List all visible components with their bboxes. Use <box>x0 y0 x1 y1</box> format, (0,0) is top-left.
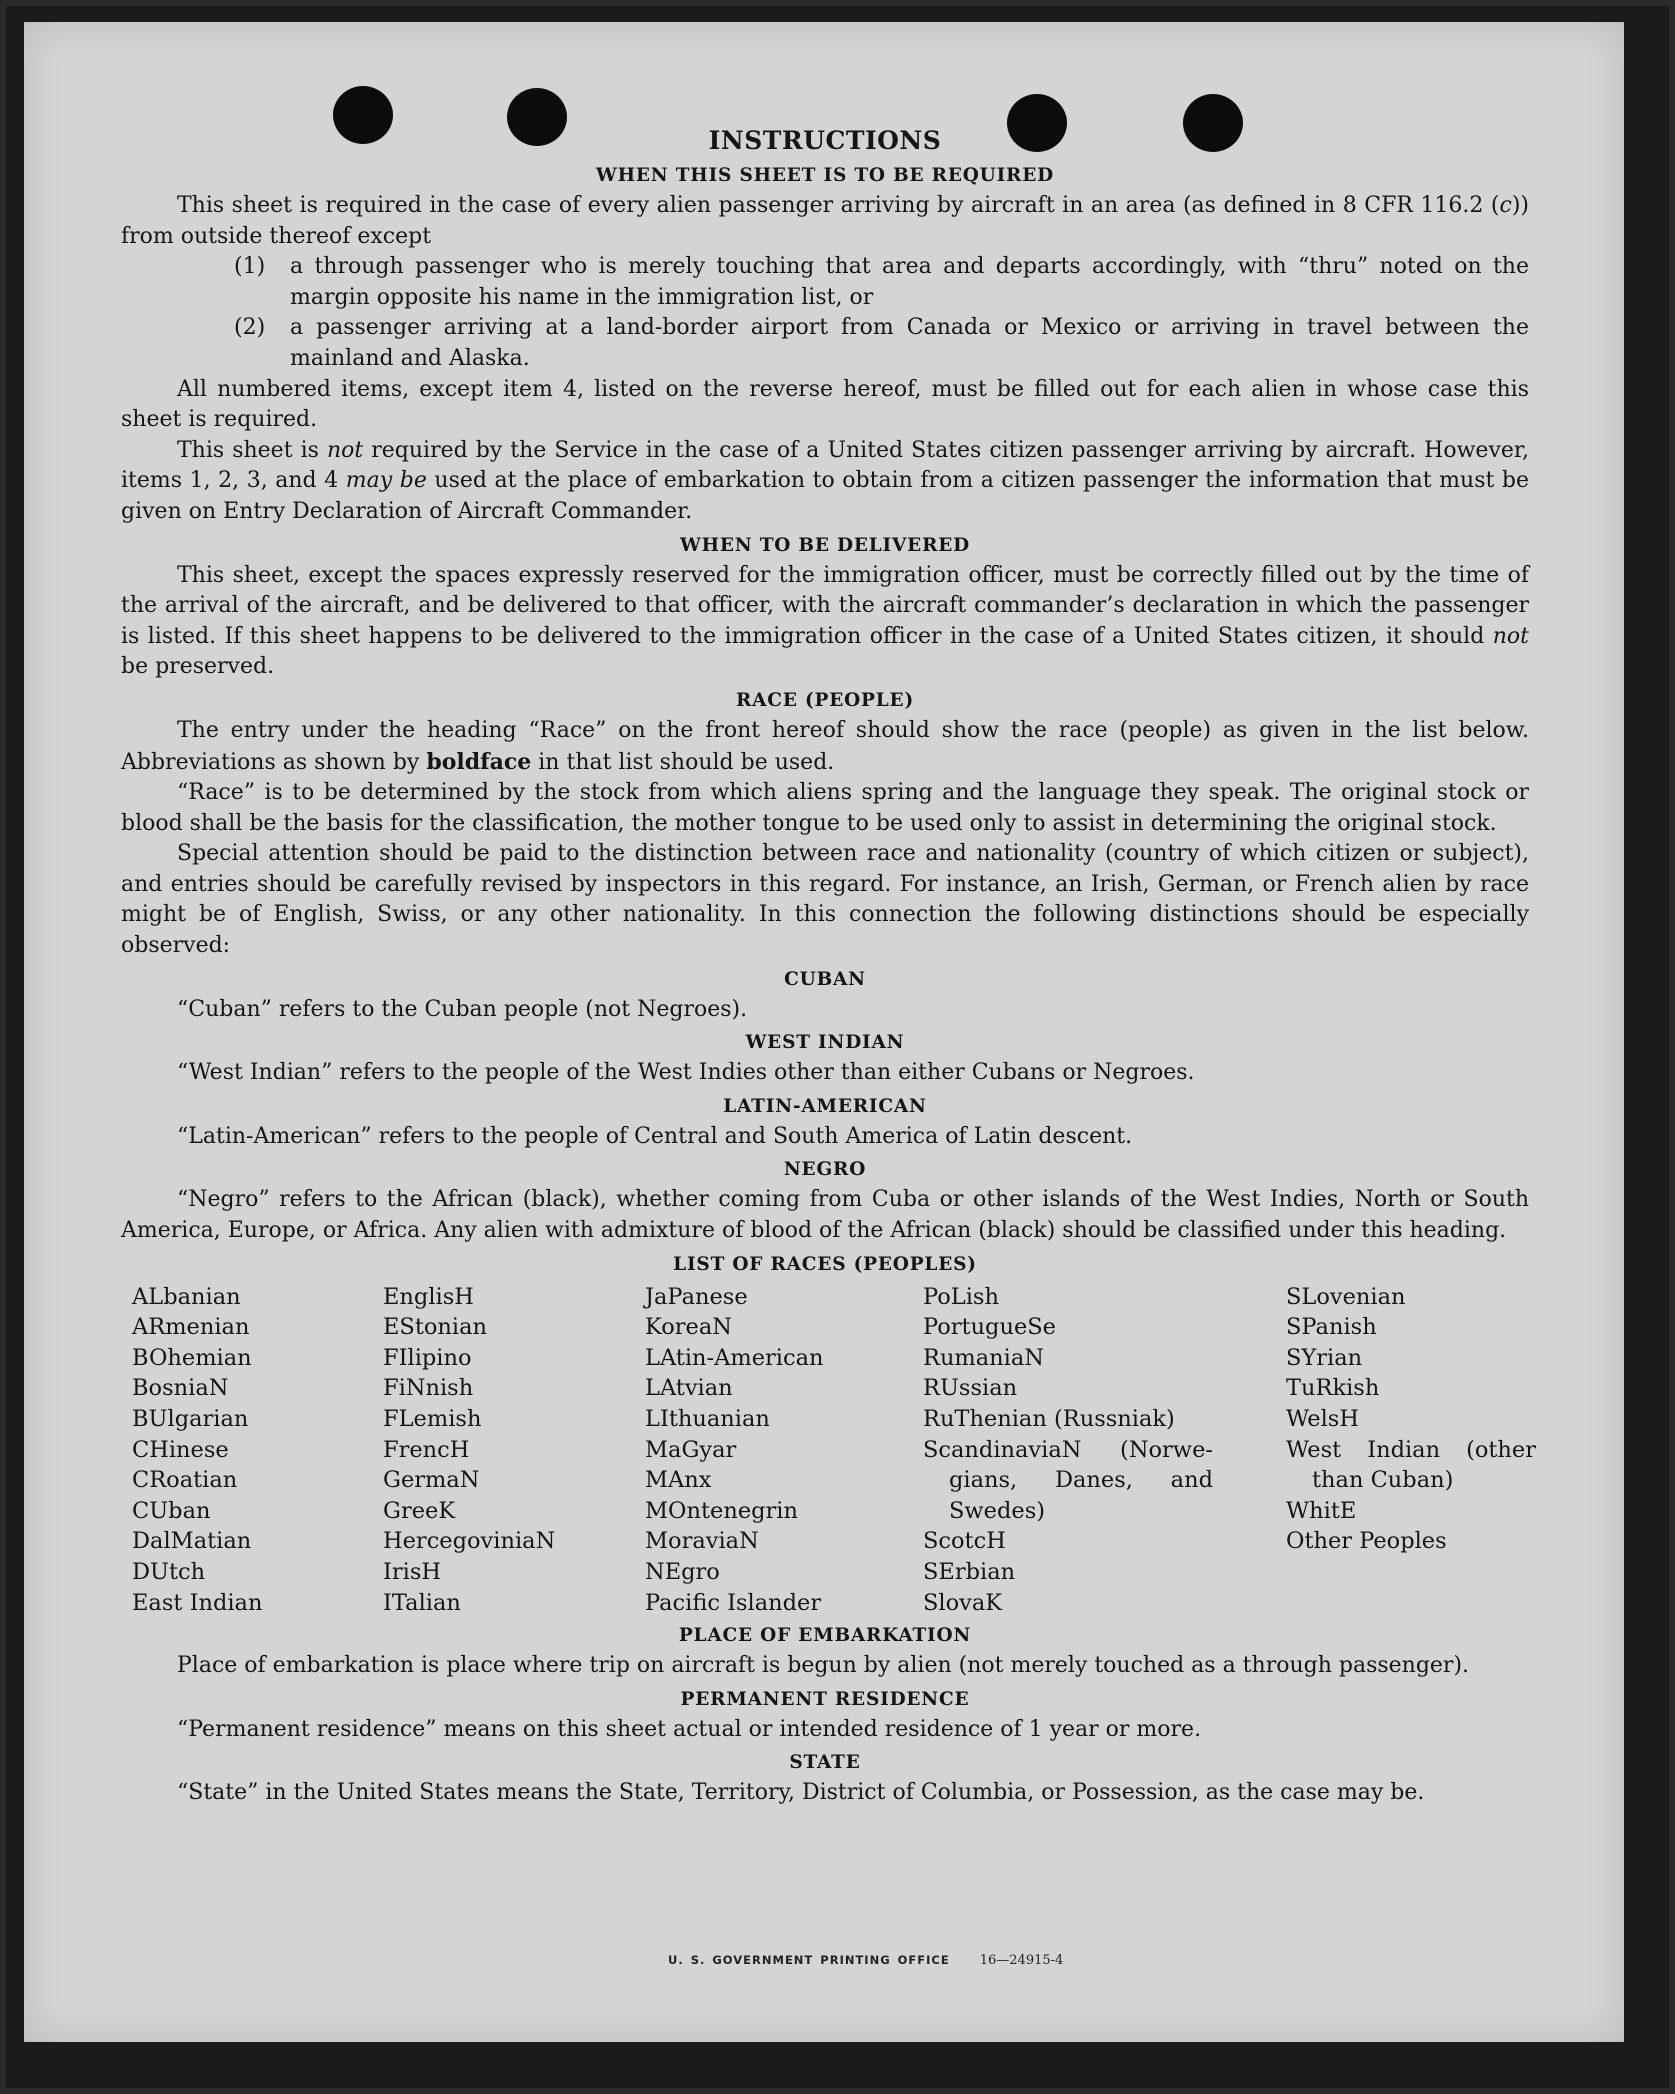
item-text <box>290 313 1529 374</box>
italic-text: c <box>1499 193 1512 218</box>
page-title: INSTRUCTIONS <box>708 126 942 155</box>
text-segment: This sheet, except the spaces expressly reserved for the immigration officer, must be correctly filled out by the time of the arrival of the aircraft, and be delivered to that officer, with the aircraft commander’s declaration in which the passenger is listed. If this sheet happens to be delivered to the immigration officer in the case of a United States citizen, it should <box>121 562 1529 649</box>
text-segment: “West Indian” refers to the people of the West Indies other than either Cubans or Negroes. <box>177 1060 1195 1086</box>
section-heading: PLACE OF EMBARKATION <box>678 1625 972 1647</box>
race-entry: EnglisH <box>383 1283 474 1310</box>
race-entry: DUtch <box>132 1558 206 1585</box>
text-segment: Place of embarkation is place where trip on aircraft is begun by alien (not merely touched as a through passenger). <box>177 1653 1470 1679</box>
race-entry: CUban <box>132 1497 211 1524</box>
race-entry: BOhemian <box>132 1344 252 1371</box>
race-column <box>1286 1282 1536 1619</box>
text-segment: Special attention should be paid to the distinction between race and nationality (country of which citizen or subject), and entries should be carefully revised by inspectors in this regard. For instance, an Irish, German, or French alien by race might be of English, Swiss, or any other nationality. In this connection the following distinctions should be especially observed: <box>121 841 1529 959</box>
race-column <box>383 1282 645 1619</box>
race-entry: MoraviaN <box>645 1528 759 1555</box>
paragraph <box>121 436 1529 528</box>
race-column <box>132 1282 383 1619</box>
section-heading: WHEN TO BE DELIVERED <box>680 534 970 556</box>
section-heading: LIST OF RACES (PEOPLES) <box>673 1253 977 1275</box>
section-heading: WEST INDIAN <box>745 1032 905 1054</box>
race-entry: LAtin-American <box>645 1344 824 1371</box>
race-entry: Pacific Islander <box>645 1589 822 1616</box>
printer-imprint <box>668 1953 1063 1968</box>
race-entry: SYrian <box>1286 1344 1363 1371</box>
text-segment: “Permanent residence” means on this sheet actual or intended residence of 1 year or more. <box>177 1716 1202 1742</box>
text-segment: )) from outside thereof except <box>121 193 1529 249</box>
text-segment: used at the place of embarkation to obtain from a citizen passenger the information that must be given on Entry Declaration of Aircraft Commander. <box>121 468 1529 524</box>
bold-text: boldface <box>426 748 532 775</box>
race-entry: ScandinaviaN (Norwegians, Danes, and Swedes) <box>923 1436 1213 1524</box>
italic-text: not <box>1492 623 1529 649</box>
section-heading: CUBAN <box>784 968 866 990</box>
italic-text: not <box>326 437 364 463</box>
text-segment: required by the Service in the case of a United States citizen passenger arriving by aircraft. However, items 1, 2, 3, and 4 <box>121 437 1529 494</box>
race-entry: Other Peoples <box>1286 1528 1447 1555</box>
paragraph <box>121 1058 1529 1089</box>
numbered-item <box>121 313 1529 374</box>
race-list <box>132 1282 1536 1619</box>
item-number: (2) <box>234 315 266 341</box>
section-heading: RACE (PEOPLE) <box>735 689 915 711</box>
race-entry: LIthuanian <box>645 1406 770 1432</box>
race-entry: FiNnish <box>383 1375 474 1402</box>
form-code: 16—24915-4 <box>979 1953 1064 1968</box>
section-heading: NEGRO <box>783 1159 867 1181</box>
race-entry: RuThenian (Russniak) <box>923 1406 1175 1432</box>
race-entry: PoLish <box>923 1283 999 1310</box>
race-entry: RumaniaN <box>923 1344 1044 1371</box>
race-column <box>645 1282 923 1619</box>
race-entry: ARmenian <box>132 1314 250 1341</box>
section-heading: LATIN-AMERICAN <box>723 1095 927 1117</box>
race-entry: SPanish <box>1286 1314 1377 1341</box>
text-segment: This sheet is <box>177 437 327 463</box>
race-entry: CHinese <box>132 1436 229 1463</box>
paragraph <box>121 1715 1529 1746</box>
paragraph <box>121 1185 1529 1246</box>
race-entry: BosniaN <box>132 1375 229 1402</box>
paragraph <box>121 778 1529 839</box>
paragraph <box>121 716 1529 778</box>
race-entry: HercegoviniaN <box>383 1528 556 1555</box>
race-entry: CRoatian <box>132 1467 238 1494</box>
italic-text: may be <box>345 468 427 494</box>
race-entry: SLovenian <box>1286 1283 1406 1310</box>
race-entry: DalMatian <box>132 1528 252 1555</box>
race-entry: WhitE <box>1286 1497 1357 1524</box>
text-segment: “Latin-American” refers to the people of Central and South America of Latin descent. <box>177 1123 1133 1149</box>
text-segment: “Race” is to be determined by the stock from which aliens spring and the language they speak. The original stock or blood shall be the basis for the classification, the mother tongue to be used only to assist in determining the original stock. <box>121 780 1529 836</box>
text-segment: “Negro” refers to the African (black), whether coming from Cuba or other islands of the West Indies, North or South America, Europe, or Africa. Any alien with admixture of blood of the African (black) should be classified under this heading. <box>121 1187 1529 1244</box>
race-entry: IrisH <box>383 1558 442 1585</box>
race-entry: LAtvian <box>645 1375 733 1402</box>
race-entry: ALbanian <box>132 1283 241 1310</box>
race-entry: EStonian <box>383 1314 488 1341</box>
text-segment: This sheet is required in the case of every alien passenger arriving by aircraft in an area (as defined in 8 CFR 116.2 ( <box>177 193 1500 218</box>
race-entry: MaGyar <box>645 1436 737 1463</box>
race-entry: GermaN <box>383 1467 480 1494</box>
race-entry: SErbian <box>923 1558 1016 1585</box>
printer-name: U. S. GOVERNMENT PRINTING OFFICE <box>668 1953 950 1967</box>
race-entry: FrencH <box>383 1436 470 1463</box>
race-entry: TuRkish <box>1286 1375 1380 1402</box>
numbered-item <box>121 252 1529 313</box>
race-entry: West Indian (other than Cuban) <box>1286 1436 1536 1494</box>
paragraph <box>121 375 1529 436</box>
race-entry: ScotcH <box>923 1528 1006 1555</box>
paragraph <box>121 1122 1529 1153</box>
race-entry: NEgro <box>645 1558 720 1585</box>
text-segment: be preserved. <box>121 654 275 680</box>
paragraph <box>121 995 1529 1026</box>
paragraph <box>121 561 1529 683</box>
race-entry: SlovaK <box>923 1589 1003 1616</box>
race-entry: East Indian <box>132 1589 263 1616</box>
race-entry: BUlgarian <box>132 1406 249 1432</box>
item-number: (1) <box>234 254 266 280</box>
text-segment: a through passenger who is merely touching that area and departs accordingly, with “thru” noted on the margin opposite his name in the immigration list, or <box>290 254 1529 310</box>
paragraph <box>121 1778 1529 1809</box>
race-column <box>923 1282 1213 1619</box>
race-entry: MOntenegrin <box>645 1497 798 1524</box>
race-entry: GreeK <box>383 1497 456 1524</box>
section-heading: PERMANENT RESIDENCE <box>680 1688 970 1710</box>
section-heading: WHEN THIS SHEET IS TO BE REQUIRED <box>596 165 1054 186</box>
race-entry: RUssian <box>923 1375 1018 1402</box>
race-entry: KoreaN <box>645 1314 732 1341</box>
section-heading: STATE <box>789 1752 861 1774</box>
race-entry: PortugueSe <box>923 1314 1057 1341</box>
paragraph <box>121 1651 1529 1682</box>
race-entry: MAnx <box>645 1467 712 1494</box>
text-segment: in that list should be used. <box>531 749 835 775</box>
text-segment: All numbered items, except item 4, listed on the reverse hereof, must be filled out for each alien in whose case this sheet is required. <box>121 376 1529 433</box>
race-entry: ITalian <box>383 1589 461 1616</box>
item-text <box>290 252 1529 313</box>
text-segment: “Cuban” refers to the Cuban people (not Negroes). <box>177 996 748 1022</box>
text-segment: “State” in the United States means the State, Territory, District of Columbia, or Possession, as the case may be. <box>177 1780 1425 1806</box>
text-segment: The entry under the heading “Race” on the front hereof should show the race (people) as given in the list below. Abbreviations as shown by <box>121 717 1529 775</box>
race-entry: JaPanese <box>645 1283 748 1310</box>
paragraph <box>121 191 1529 252</box>
text-segment: a passenger arriving at a land-border airport from Canada or Mexico or arriving in travel between the mainland and Alaska. <box>290 315 1529 371</box>
race-entry: FLemish <box>383 1406 482 1432</box>
race-entry: WelsH <box>1286 1406 1359 1432</box>
paragraph <box>121 839 1529 961</box>
race-entry: FIlipino <box>383 1344 472 1371</box>
instructions-body <box>121 124 1536 1809</box>
